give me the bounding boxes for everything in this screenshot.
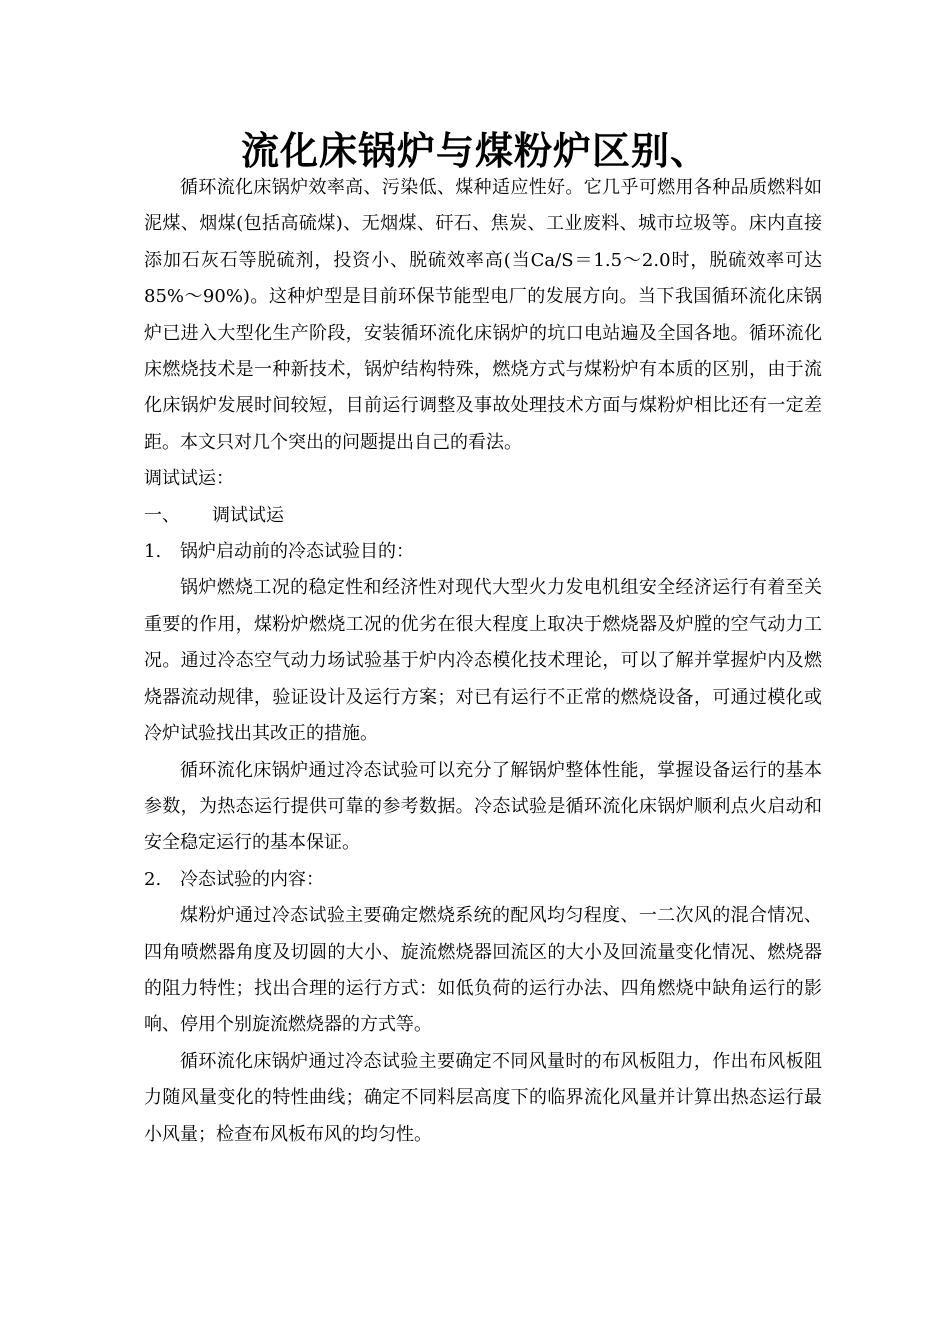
item-1-paragraph-1: 锅炉燃烧工况的稳定性和经济性对现代大型火力发电机组安全经济运行有着至关重要的作用，煤粉炉燃烧工况的优劣在很大程度上取决于燃烧器及炉膛的空气动力工况。通过冷态空气动力场试验基于炉内冷态模化技术理论，可以了解并掌握炉内及燃烧器流动规律，验证设计及运行方案；对已有运行不正常的燃烧设备，可通过模化或冷炉试验找出其改正的措施。: [144, 577, 822, 745]
section-label: 调试试运：: [144, 468, 234, 490]
document-title: 流化床锅炉与煤粉炉区别、: [240, 129, 709, 173]
item-2-paragraph-2: 循环流化床锅炉通过冷态试验主要确定不同风量时的布风板阻力，作出布风板阻力随风量变化的特性曲线；确定不同料层高度下的临界流化风量并计算出热态运行最小风量；检查布风板布风的均匀性。: [144, 1050, 822, 1145]
item-1-paragraph-2: 循环流化床锅炉通过冷态试验可以充分了解锅炉整体性能，掌握设备运行的基本参数，为热态运行提供可靠的参考数据。冷态试验是循环流化床锅炉顺利点火启动和安全稳定运行的基本保证。: [144, 759, 822, 854]
item-heading-1: [144, 534, 822, 570]
intro-paragraph: 循环流化床锅炉效率高、污染低、煤种适应性好。它几乎可燃用各种品质燃料如泥煤、烟煤(包括高硫煤)、无烟煤、矸石、焦炭、工业废料、城市垃圾等。床内直接添加石灰石等脱硫剂，投资小、脱硫效率高(当Ca/S＝1.5～2.0时，脱硫效率可达85%～90%)。这种炉型是目前环保节能型电厂的发展方向。当下我国循环流化床锅炉已进入大型化生产阶段，安装循环流化床锅炉的坑口电站遍及全国各地。循环流化床燃烧技术是一种新技术，锅炉结构特殊，燃烧方式与煤粉炉有本质的区别，由于流化床锅炉发展时间较短，目前运行调整及事故处理技术方面与煤粉炉相比还有一定差距。本文只对几个突出的问题提出自己的看法。: [144, 177, 822, 453]
section-number: 一、: [144, 504, 180, 526]
item-title: 锅炉启动前的冷态试验目的：: [180, 541, 414, 563]
item-number: 1.: [144, 541, 162, 563]
item-number: 2.: [144, 868, 162, 890]
document-body: [144, 170, 822, 1153]
item-title: 冷态试验的内容：: [180, 868, 324, 890]
section-title: 调试试运: [212, 504, 284, 526]
item-heading-2: [144, 862, 822, 898]
item-2-paragraph-1: 煤粉炉通过冷态试验主要确定燃烧系统的配风均匀程度、一二次风的混合情况、四角喷燃器角度及切圆的大小、旋流燃烧器回流区的大小及回流量变化情况、燃烧器的阻力特性；找出合理的运行方式：如低负荷的运行办法、四角燃烧中缺角运行的影响、停用个别旋流燃烧器的方式等。: [144, 905, 822, 1036]
section-heading-1: [144, 498, 822, 534]
